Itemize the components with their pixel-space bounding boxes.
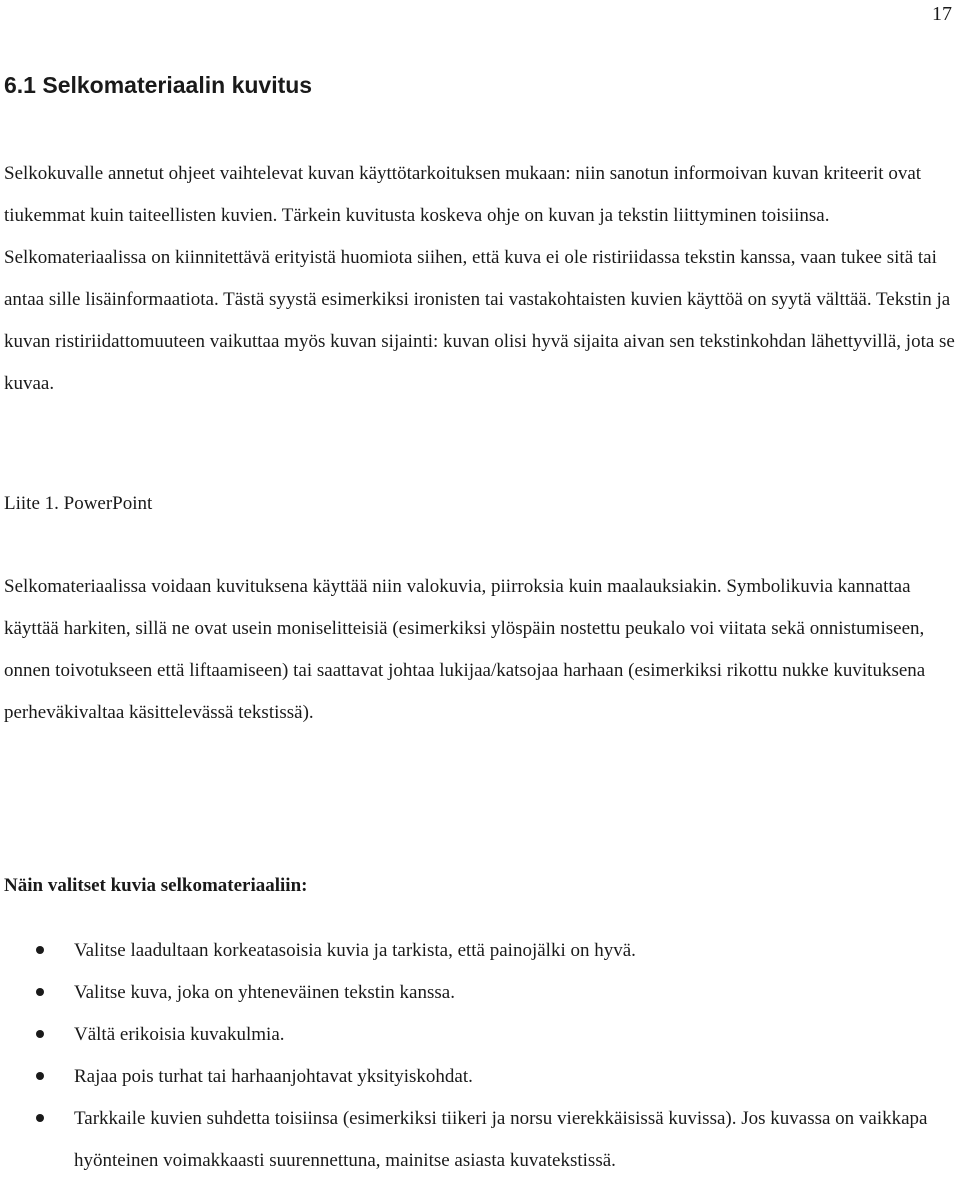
list-item xyxy=(0,1056,960,1098)
bullet-icon xyxy=(36,1072,44,1080)
bullet-list-heading: Näin valitset kuvia selkomateriaaliin: xyxy=(4,875,308,896)
list-item xyxy=(0,930,960,972)
bullet-icon xyxy=(36,988,44,996)
bullet-icon xyxy=(36,946,44,954)
bullet-icon xyxy=(36,1030,44,1038)
bullet-icon xyxy=(36,1114,44,1122)
list-item xyxy=(0,972,960,1014)
section-heading: 6.1 Selkomateriaalin kuvitus xyxy=(4,72,313,98)
page-number: 17 xyxy=(932,3,952,25)
list-item-text: Valitse kuva, joka on yhteneväinen tekstin kanssa. xyxy=(74,982,455,1003)
image-selection-tips-list xyxy=(0,930,960,1182)
list-item xyxy=(0,1098,960,1182)
list-item-text: Rajaa pois turhat tai harhaanjohtavat yksityiskohdat. xyxy=(74,1066,473,1087)
appendix-reference: Liite 1. PowerPoint xyxy=(4,493,153,514)
list-item-text: Vältä erikoisia kuvakulmia. xyxy=(74,1024,285,1045)
intro-paragraph: Selkokuvalle annetut ohjeet vaihtelevat kuvan käyttötarkoituksen mukaan: niin sanotun informoivan kuvan kriteerit ovat tiukemmat kuin taiteellisten kuvien. Tärkein kuvitusta koskeva ohje on kuvan ja tekstin liittyminen toisiinsa. Selkomateriaalissa on kiinnitettävä erityistä huomiota siihen, että kuva ei ole ristiriidassa tekstin kanssa, vaan tukee sitä tai antaa sille lisäinformaatiota. Tästä syystä esimerkiksi ironisten tai vastakohtaisten kuvien käyttöä on syytä välttää. Tekstin ja kuvan ristiriidattomuuteen vaikuttaa myös kuvan sijainti: kuvan olisi hyvä sijaita aivan sen tekstinkohdan lähettyvillä, jota se kuvaa. xyxy=(4,163,955,394)
list-item-text: Tarkkaile kuvien suhdetta toisiinsa (esimerkiksi tiikeri ja norsu vierekkäisissä kuvissa). Jos kuvassa on vaikkapa hyönteinen voimakkaasti suurennettuna, mainitse asiasta kuvatekstissä. xyxy=(74,1108,928,1171)
list-item xyxy=(0,1014,960,1056)
illustration-types-paragraph: Selkomateriaalissa voidaan kuvituksena käyttää niin valokuvia, piirroksia kuin maalauksiakin. Symbolikuvia kannattaa käyttää harkiten, sillä ne ovat usein moniselitteisiä (esimerkiksi ylöspäin nostettu peukalo voi viitata sekä onnistumiseen, onnen toivotukseen että liftaamiseen) tai saattavat johtaa lukijaa/katsojaa harhaan (esimerkiksi rikottu nukke kuvituksena perheväkivaltaa käsittelevässä tekstissä). xyxy=(4,576,926,723)
list-item-text: Valitse laadultaan korkeatasoisia kuvia ja tarkista, että painojälki on hyvä. xyxy=(74,940,636,961)
